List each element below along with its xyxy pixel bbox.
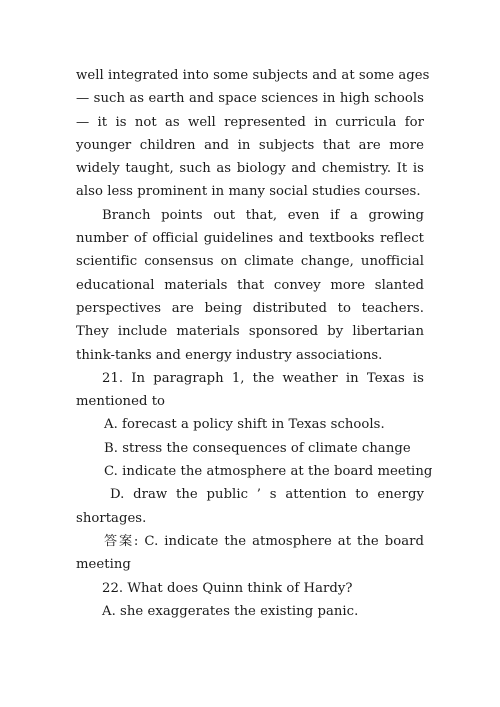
text-line: number of official guidelines and textbooks reflect <box>76 231 424 247</box>
text-line: younger children and in subjects that are more <box>76 137 424 153</box>
answer: meeting <box>76 557 131 573</box>
text-line: They include materials sponsored by libertarian <box>76 324 424 340</box>
text-line: scientific consensus on climate change, unofficial <box>76 254 424 270</box>
option-d: shortages. <box>76 510 147 526</box>
question-22 <box>76 577 424 624</box>
text-line: perspectives are being distributed to teachers. <box>76 300 424 316</box>
text-line: educational materials that convey more slanted <box>76 277 424 293</box>
text-line: think-tanks and energy industry associations. <box>76 347 383 363</box>
question-21 <box>76 367 433 577</box>
option-a: A. forecast a policy shift in Texas schools. <box>104 417 385 433</box>
text-line: — it is not as well represented in curricula for <box>76 114 424 130</box>
option-b: B. stress the consequences of climate change <box>104 440 411 456</box>
question-stem: 22. What does Quinn think of Hardy? <box>102 580 353 596</box>
question-stem: mentioned to <box>76 394 166 410</box>
question-stem: 21. In paragraph 1, the weather in Texas is <box>102 370 424 386</box>
paragraph-branch <box>76 204 424 367</box>
option-c: C. indicate the atmosphere at the board meeting <box>104 464 433 480</box>
answer: 答案: C. indicate the atmosphere at the board <box>104 533 424 549</box>
option-a: A. she exaggerates the existing panic. <box>102 603 359 619</box>
text-line: also less prominent in many social studies courses. <box>76 184 421 200</box>
paragraph-continuation <box>76 64 430 204</box>
text-line: widely taught, such as biology and chemistry. It is <box>76 161 424 177</box>
text-line: well integrated into some subjects and at some ages <box>76 68 430 83</box>
option-d: D. draw the public ’ s attention to energy <box>110 487 424 503</box>
text-line: — such as earth and space sciences in high schools <box>76 91 424 107</box>
text-line: Branch points out that, even if a growing <box>102 207 424 223</box>
